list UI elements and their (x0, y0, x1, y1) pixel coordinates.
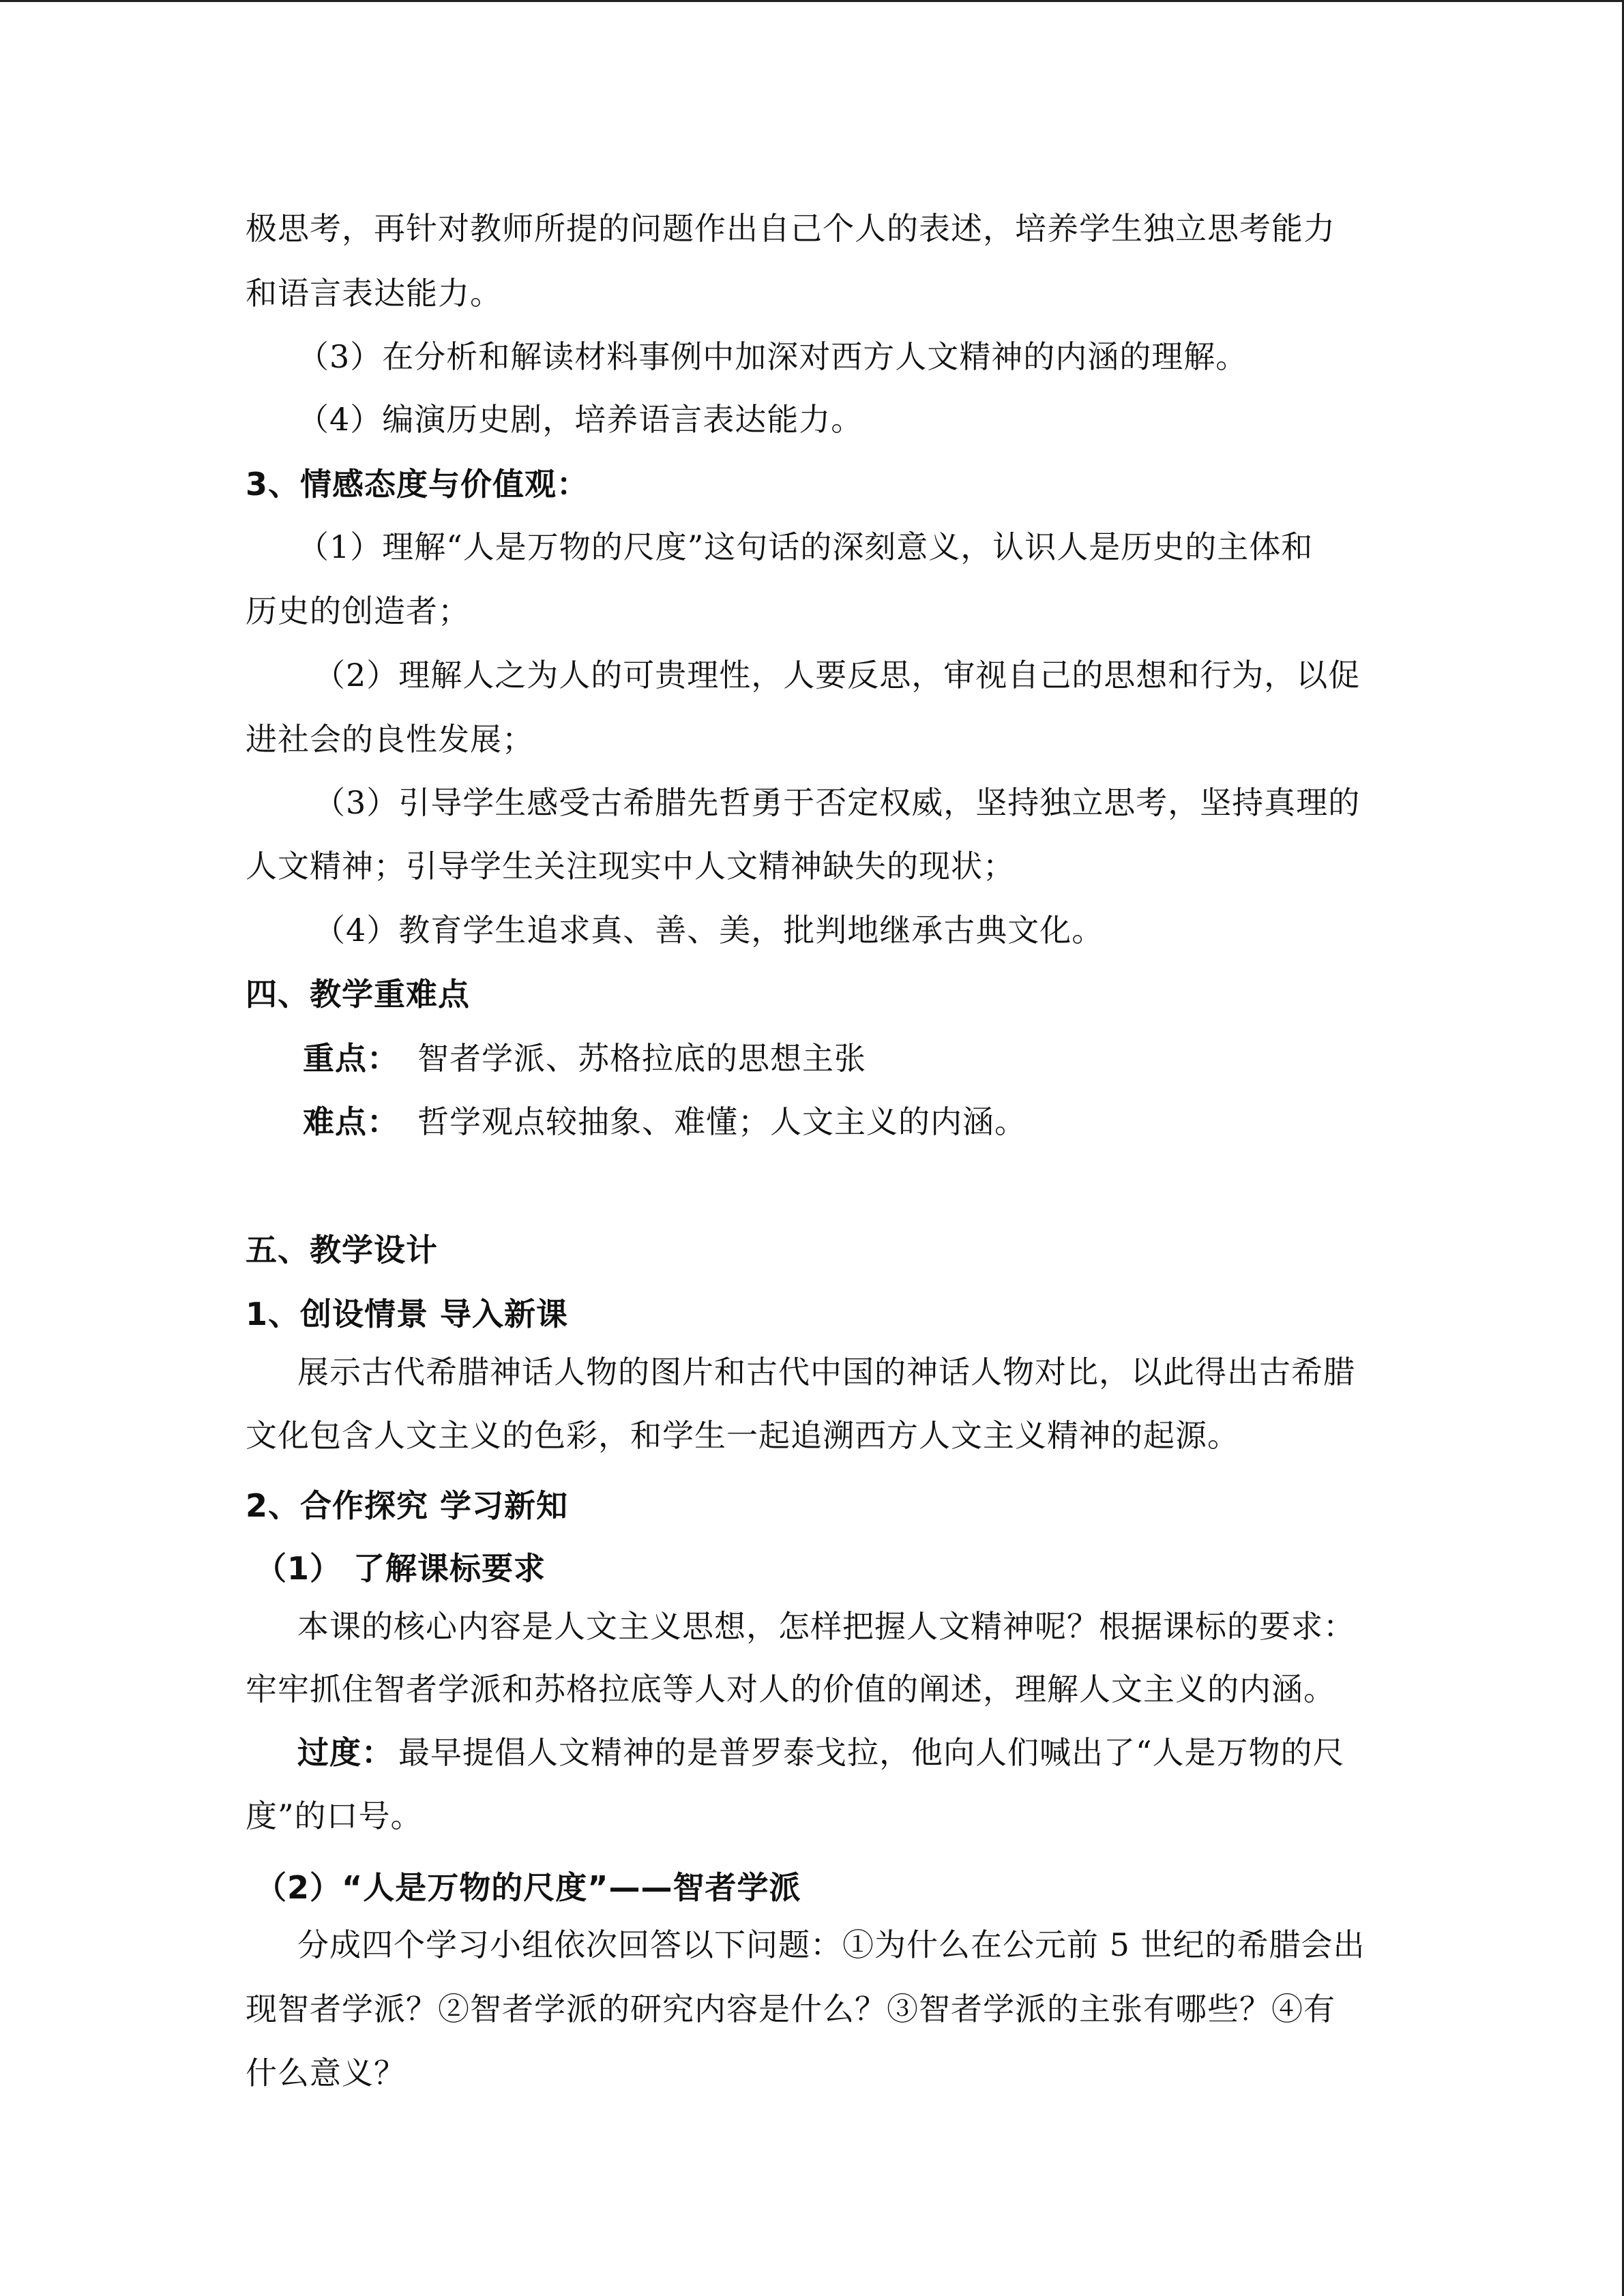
paragraph-line: 进社会的良性发展； (246, 721, 534, 758)
paragraph-line: 什么意义？ (246, 2055, 406, 2091)
section-heading: 五、教学设计 (246, 1232, 438, 1268)
paragraph-line: 文化包含人文主义的色彩，和学生一起追溯西方人文主义精神的起源。 (246, 1417, 1239, 1454)
subsection-heading: 1、创设情景 导入新课 (246, 1296, 569, 1332)
paragraph-line: （4）教育学生追求真、善、美，批判地继承古典文化。 (314, 912, 1104, 949)
paragraph-line: （2）理解人之为人的可贵理性，人要反思，审视自己的思想和行为，以促 (314, 657, 1361, 694)
transition-label: 过度： (297, 1734, 394, 1771)
paragraph-line: （3）在分析和解读材料事例中加深对西方人文精神的内涵的理解。 (297, 338, 1248, 375)
subsection-heading: （1） 了解课标要求 (255, 1550, 546, 1587)
difficulty-label: 难点： (303, 1103, 399, 1140)
paragraph-line: 分成四个学习小组依次回答以下问题：①为什么在公元前 5 世纪的希腊会出 (297, 1926, 1365, 1963)
paragraph-line: （4）编演历史剧，培养语言表达能力。 (297, 401, 863, 438)
paragraph-line: 牢牢抓住智者学派和苏格拉底等人对人的价值的阐述，理解人文主义的内涵。 (246, 1671, 1335, 1708)
page-top-border (0, 0, 1624, 2)
paragraph-line: 最早提倡人文精神的是普罗泰戈拉，他向人们喊出了“人是万物的尺 (398, 1734, 1345, 1771)
section-heading: 四、教学重难点 (246, 976, 470, 1013)
paragraph-line: 现智者学派？②智者学派的研究内容是什么？③智者学派的主张有哪些？④有 (246, 1991, 1335, 2027)
paragraph-line: 本课的核心内容是人文主义思想，怎样把握人文精神呢？根据课标的要求： (297, 1608, 1355, 1645)
paragraph-line: （3）引导学生感受古希腊先哲勇于否定权威，坚持独立思考，坚持真理的 (314, 784, 1361, 821)
subsection-heading: 2、合作探究 学习新知 (246, 1487, 569, 1524)
key-point-text: 智者学派、苏格拉底的思想主张 (417, 1040, 866, 1077)
difficulty-text: 哲学观点较抽象、难懂；人文主义的内涵。 (417, 1103, 1027, 1140)
paragraph-line: 度”的口号。 (246, 1798, 423, 1834)
paragraph-line: 极思考，再针对教师所提的问题作出自己个人的表述，培养学生独立思考能力 (246, 210, 1335, 247)
subsection-heading: （2）“人是万物的尺度”——智者学派 (255, 1869, 801, 1906)
paragraph-line: （1）理解“人是万物的尺度”这句话的深刻意义，认识人是历史的主体和 (297, 528, 1314, 565)
paragraph-line: 展示古代希腊神话人物的图片和古代中国的神话人物对比，以此得出古希腊 (297, 1354, 1355, 1390)
paragraph-line: 历史的创造者； (246, 593, 470, 629)
section-heading: 3、情感态度与价值观： (246, 466, 589, 503)
paragraph-line: 和语言表达能力。 (246, 275, 502, 312)
key-point-label: 重点： (303, 1040, 399, 1077)
paragraph-line: 人文精神；引导学生关注现实中人文精神缺失的现状； (246, 848, 1015, 884)
